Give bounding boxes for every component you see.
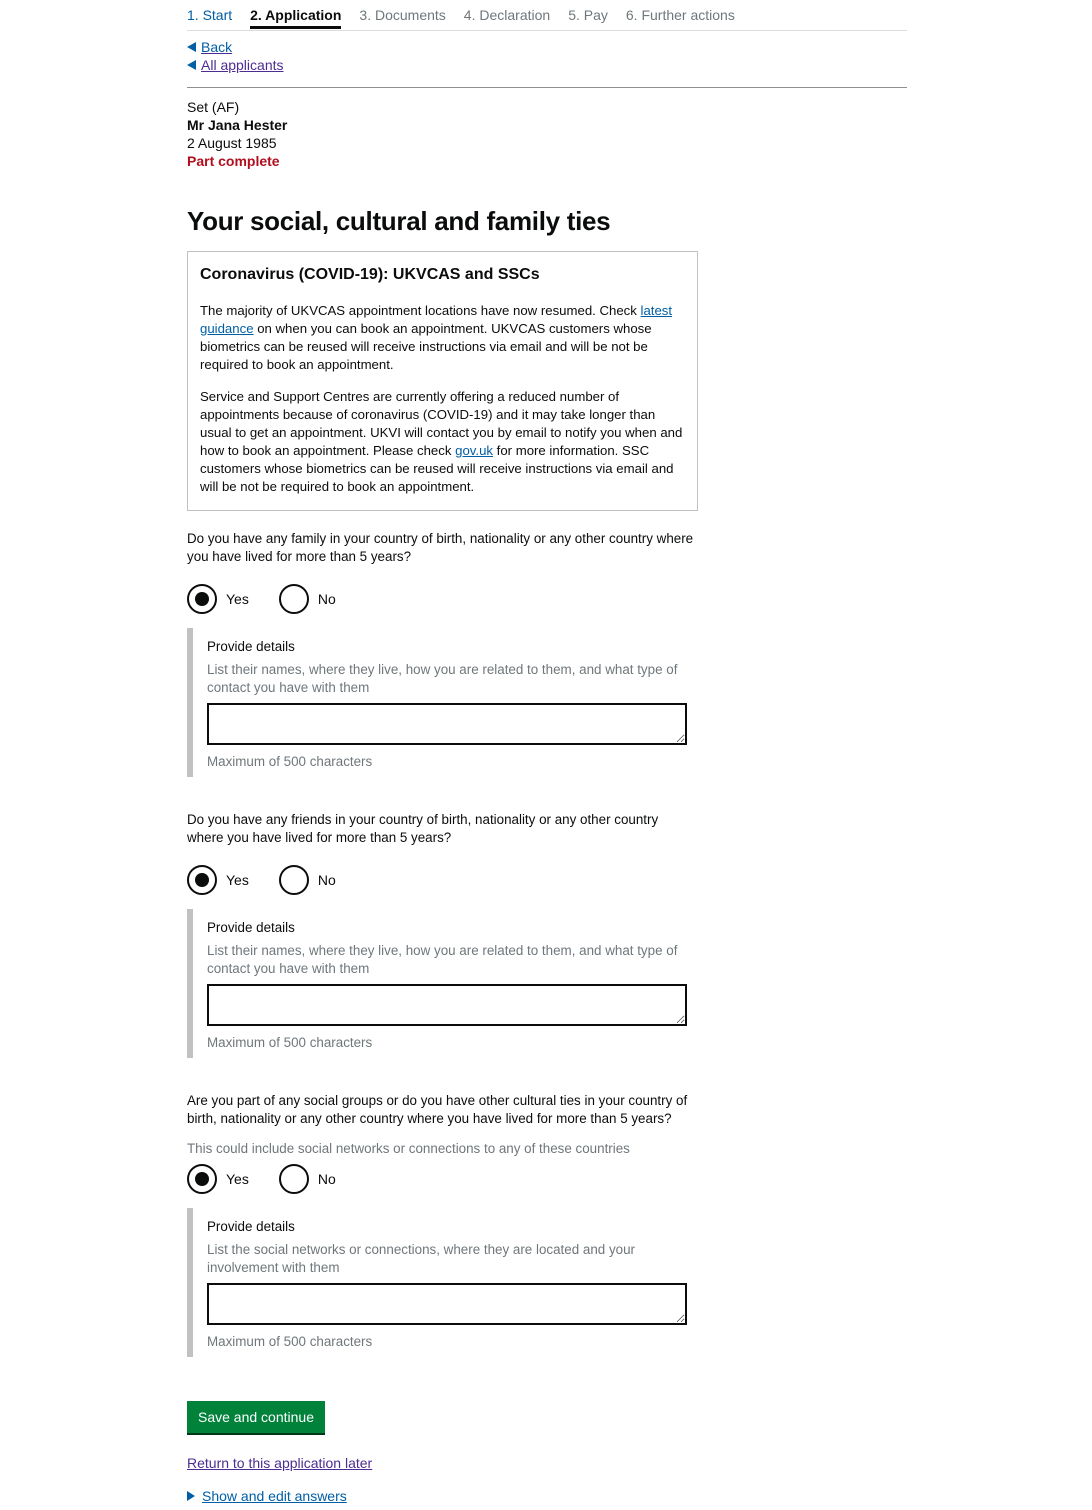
divider	[187, 87, 907, 88]
family-no-radio[interactable]	[279, 584, 336, 614]
page-title: Your social, cultural and family ties	[187, 206, 611, 236]
notice-paragraph-2	[200, 388, 685, 496]
step-further-actions: 6. Further actions	[625, 7, 735, 23]
all-applicants-label[interactable]: All applicants	[201, 57, 284, 73]
social-question-hint: This could include social networks or connections to any of these countries	[187, 1141, 630, 1156]
character-limit: Maximum of 500 characters	[207, 1035, 373, 1050]
radio-circle[interactable]	[279, 584, 309, 614]
social-yes-radio[interactable]	[187, 1164, 249, 1194]
status-badge: Part complete	[187, 153, 280, 169]
radio-label-yes: Yes	[226, 872, 249, 888]
return-later-link[interactable]: Return to this application later	[187, 1455, 373, 1471]
radio-circle[interactable]	[279, 1164, 309, 1194]
details-label: Provide details	[207, 1219, 295, 1234]
social-details-textarea[interactable]	[207, 1283, 687, 1325]
all-applicants-link[interactable]	[187, 56, 907, 74]
family-details-textarea[interactable]	[207, 703, 687, 745]
character-limit: Maximum of 500 characters	[207, 1334, 373, 1349]
radio-label-no: No	[317, 591, 336, 607]
friends-radio-group	[187, 865, 907, 895]
notice-paragraph-1	[200, 302, 685, 374]
notice-text: The majority of UKVCAS appointment locations have now resumed. Check	[200, 303, 641, 318]
notice-heading: Coronavirus (COVID-19): UKVCAS and SSCs	[200, 266, 540, 283]
radio-label-yes: Yes	[226, 591, 249, 607]
social-no-radio[interactable]	[279, 1164, 336, 1194]
family-details-panel	[187, 628, 687, 777]
character-limit: Maximum of 500 characters	[207, 754, 373, 769]
back-arrow-icon	[187, 42, 196, 52]
covid-notice	[187, 251, 698, 511]
step-application: 2. Application	[250, 0, 341, 29]
friends-details-textarea[interactable]	[207, 984, 687, 1026]
family-question: Do you have any family in your country of birth, nationality or any other country where you have lived for more than 5 years?	[187, 531, 694, 564]
friends-details-panel	[187, 909, 687, 1058]
radio-circle[interactable]	[279, 865, 309, 895]
social-details-panel	[187, 1208, 687, 1357]
applicant-name: Mr Jana Hester	[187, 117, 288, 133]
details-hint: List the social networks or connections, where they are located and your involvement with them	[207, 1242, 635, 1275]
friends-no-radio[interactable]	[279, 865, 336, 895]
show-answers-label[interactable]: Show and edit answers	[202, 1488, 347, 1504]
details-hint: List their names, where they live, how you are related to them, and what type of contact you have with them	[207, 662, 678, 695]
social-question: Are you part of any social groups or do you have other cultural ties in your country of birth, nationality or any other country where you have lived for more than 5 years?	[187, 1093, 688, 1126]
notice-text: on when you can book an appointment. UKVCAS customers whose biometrics can be reused will receive instructions via email and will be not be required to book an appointment.	[200, 321, 652, 372]
social-question-group	[187, 1092, 907, 1357]
step-declaration: 4. Declaration	[463, 7, 551, 23]
latest-guidance-link[interactable]: latest guidance	[200, 303, 673, 336]
family-question-group	[187, 530, 907, 777]
save-and-continue-button[interactable]: Save and continue	[187, 1401, 325, 1433]
show-answers-toggle[interactable]	[187, 1488, 907, 1504]
radio-label-no: No	[317, 872, 336, 888]
details-label: Provide details	[207, 639, 295, 654]
back-link[interactable]	[187, 38, 907, 56]
step-pay: 5. Pay	[568, 7, 608, 23]
applicant-set: Set (AF)	[187, 99, 240, 115]
applicant-dob: 2 August 1985	[187, 135, 277, 151]
applicant-summary	[187, 98, 907, 170]
details-label: Provide details	[207, 920, 295, 935]
details-hint: List their names, where they live, how you are related to them, and what type of contact you have with them	[207, 943, 678, 976]
social-radio-group	[187, 1164, 907, 1194]
notice-text: Service and Support Centres are currently offering a reduced number of appointments because of coronavirus (COVID-19) and it may take longer than usual to get an appointment. UKVI will contact you by email to notify you when and how to book an appointment. Please check	[200, 389, 683, 458]
step-documents: 3. Documents	[359, 7, 446, 23]
radio-circle[interactable]	[187, 584, 217, 614]
return-later-row	[187, 1455, 907, 1473]
gov-uk-link[interactable]: gov.uk	[455, 443, 493, 458]
friends-question-group	[187, 811, 907, 1058]
family-radio-group	[187, 584, 907, 614]
back-links	[187, 31, 907, 74]
step-start[interactable]: 1. Start	[187, 7, 233, 23]
progress-steps	[187, 0, 907, 31]
expand-arrow-icon	[187, 1491, 195, 1501]
family-yes-radio[interactable]	[187, 584, 249, 614]
back-link-label[interactable]: Back	[201, 39, 233, 55]
radio-label-no: No	[317, 1171, 336, 1187]
radio-circle[interactable]	[187, 865, 217, 895]
friends-yes-radio[interactable]	[187, 865, 249, 895]
form-actions	[187, 1401, 907, 1433]
radio-circle[interactable]	[187, 1164, 217, 1194]
notice-text: for more information. SSC customers whose biometrics can be reused will receive instructions via email and will be not be required to book an appointment.	[200, 443, 674, 494]
radio-label-yes: Yes	[226, 1171, 249, 1187]
friends-question: Do you have any friends in your country of birth, nationality or any other country where you have lived for more than 5 years?	[187, 812, 659, 845]
back-arrow-icon	[187, 60, 196, 70]
